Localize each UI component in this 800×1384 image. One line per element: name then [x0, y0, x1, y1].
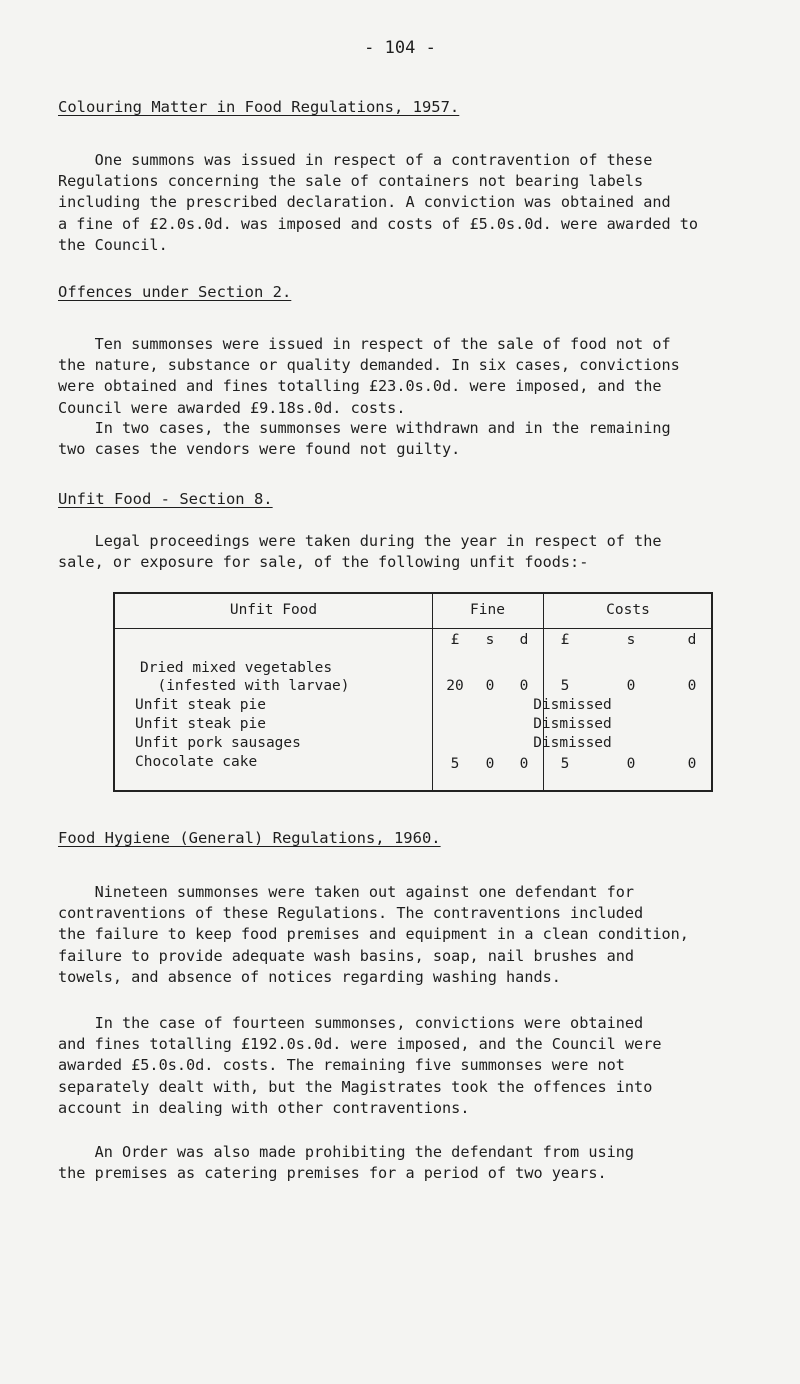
text-line: Regulations concerning the sale of containers not bearing labels	[58, 172, 644, 191]
header-unfit-food: Unfit Food	[229, 602, 318, 618]
text-line: and fines totalling £192.0s.0d. were imposed, and the Council were	[58, 1035, 662, 1054]
text-line: the failure to keep food premises and equipment in a clean condition,	[58, 925, 689, 944]
food-item: (infested with larvae)	[140, 678, 350, 694]
unit-pounds: £	[450, 632, 460, 648]
unit-shillings: s	[626, 632, 636, 648]
header-divider	[115, 628, 711, 629]
unit-shillings: s	[485, 632, 495, 648]
paragraph-food-hygiene-3	[58, 1142, 748, 1184]
fine-shillings: 0	[485, 756, 495, 772]
paragraph-colouring-matter	[58, 150, 748, 256]
costs-shillings: 0	[626, 678, 636, 694]
food-item: Unfit steak pie	[135, 697, 266, 713]
result-dismissed: Dismissed	[533, 716, 612, 732]
text-line: failure to provide adequate wash basins, soap, nail brushes and	[58, 946, 635, 965]
section-heading-offences-section-2: Offences under Section 2.	[58, 283, 292, 301]
unit-pence: d	[519, 632, 529, 648]
column-divider	[543, 594, 544, 790]
text-line: Legal proceedings were taken during the year in respect of the	[58, 532, 662, 550]
header-costs: Costs	[606, 602, 650, 618]
header-fine: Fine	[470, 602, 505, 618]
text-line: One summons was issued in respect of a contravention of these	[58, 151, 653, 169]
text-line: two cases the vendors were found not guilty.	[58, 440, 461, 459]
food-item: Unfit pork sausages	[135, 735, 301, 751]
paragraph-unfit-food	[58, 531, 748, 573]
page-number: - 104 -	[364, 38, 436, 58]
text-line: the nature, substance or quality demanded. In six cases, convictions	[58, 356, 680, 375]
text-line: including the prescribed declaration. A conviction was obtained and	[58, 193, 671, 212]
text-line: a fine of £2.0s.0d. was imposed and costs of £5.0s.0d. were awarded to	[58, 214, 699, 233]
unit-pounds: £	[560, 632, 570, 648]
unit-pence: d	[687, 632, 697, 648]
text-line: contraventions of these Regulations. The contraventions included	[58, 904, 644, 923]
paragraph-food-hygiene-2	[58, 1013, 748, 1119]
column-divider	[432, 594, 433, 790]
text-line: In the case of fourteen summonses, convictions were obtained	[58, 1014, 644, 1032]
fine-pounds: 5	[450, 756, 460, 772]
fine-pounds: 20	[446, 678, 464, 694]
text-line: sale, or exposure for sale, of the following unfit foods:-	[58, 553, 589, 572]
text-line: the premises as catering premises for a period of two years.	[58, 1164, 607, 1183]
text-line: An Order was also made prohibiting the defendant from using	[58, 1143, 635, 1161]
section-heading-unfit-food: Unfit Food - Section 8.	[58, 490, 273, 508]
text-line: Council were awarded £9.18s.0d. costs.	[58, 398, 406, 417]
fine-pence: 0	[519, 678, 529, 694]
costs-pence: 0	[687, 756, 697, 772]
fine-shillings: 0	[485, 678, 495, 694]
section-heading-colouring-matter: Colouring Matter in Food Regulations, 1957.	[58, 98, 460, 116]
text-line: account in dealing with other contraventions.	[58, 1098, 470, 1117]
text-line: the Council.	[58, 235, 168, 254]
text-line: awarded £5.0s.0d. costs. The remaining five summonses were not	[58, 1056, 625, 1075]
text-line: separately dealt with, but the Magistrates took the offences into	[58, 1077, 653, 1096]
fine-pence: 0	[519, 756, 529, 772]
result-dismissed: Dismissed	[533, 735, 612, 751]
paragraph-offences-1	[58, 334, 748, 419]
paragraph-food-hygiene-1	[58, 882, 748, 988]
costs-shillings: 0	[626, 756, 636, 772]
unfit-food-table	[113, 592, 713, 792]
text-line: In two cases, the summonses were withdrawn and in the remaining	[58, 419, 671, 437]
costs-pounds: 5	[560, 756, 570, 772]
text-line: Nineteen summonses were taken out against one defendant for	[58, 883, 635, 901]
result-dismissed: Dismissed	[533, 697, 612, 713]
paragraph-offences-2	[58, 418, 748, 460]
text-line: were obtained and fines totalling £23.0s.0d. were imposed, and the	[58, 377, 662, 396]
text-line: Ten summonses were issued in respect of the sale of food not of	[58, 335, 671, 353]
text-line: towels, and absence of notices regarding washing hands.	[58, 967, 561, 986]
costs-pence: 0	[687, 678, 697, 694]
food-item: Chocolate cake	[135, 754, 258, 770]
food-item: Unfit steak pie	[135, 716, 266, 732]
costs-pounds: 5	[560, 678, 570, 694]
section-heading-food-hygiene: Food Hygiene (General) Regulations, 1960.	[58, 829, 441, 847]
food-item: Dried mixed vegetables	[140, 660, 333, 676]
